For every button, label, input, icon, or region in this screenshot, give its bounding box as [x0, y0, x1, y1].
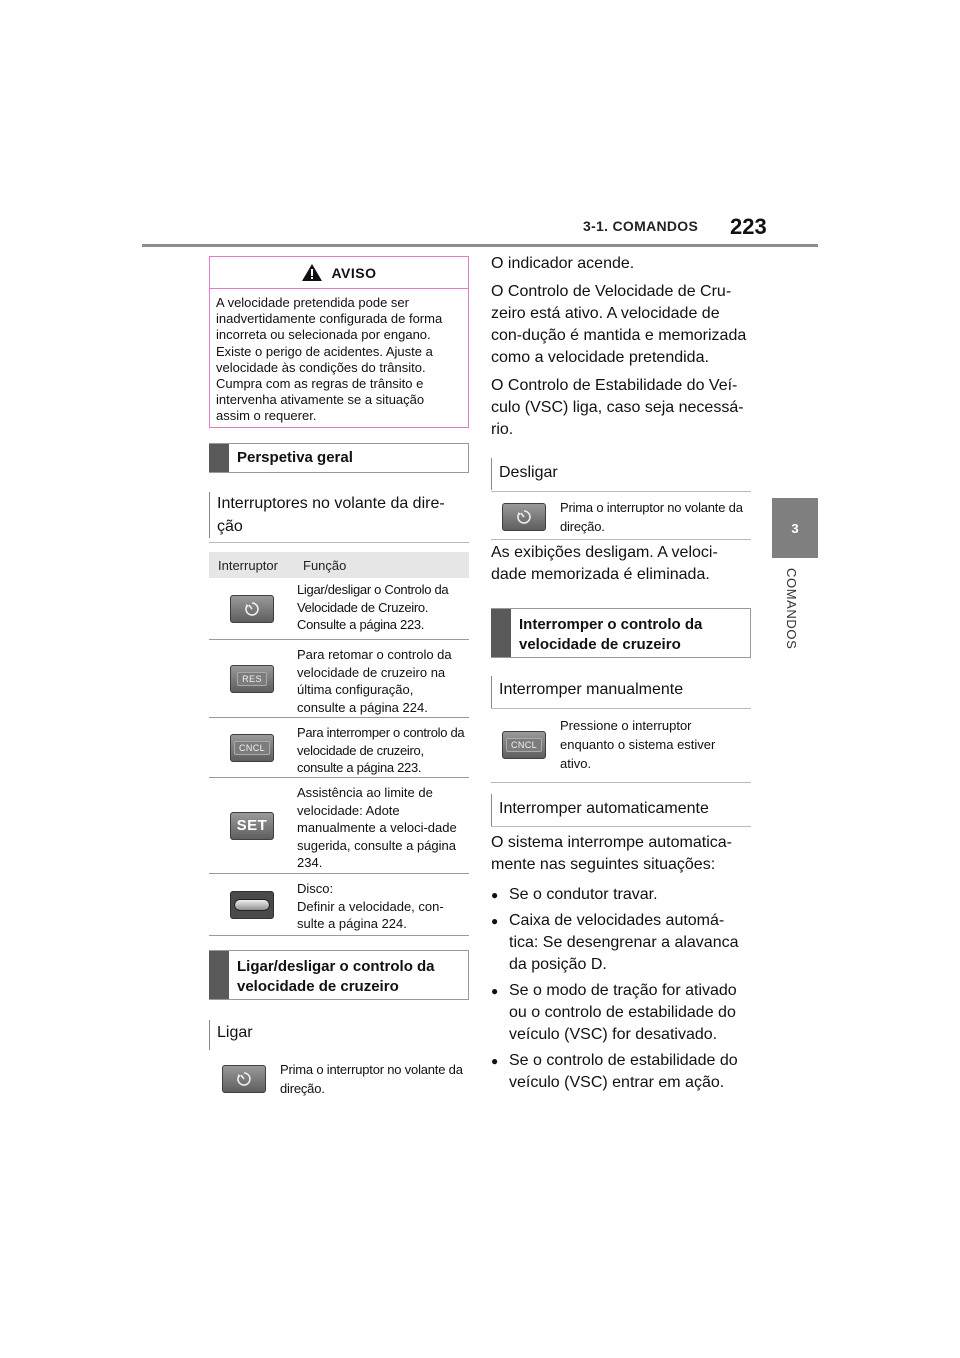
on-result-line: O indicador acende. [491, 255, 635, 272]
set-switch-icon: SET [230, 812, 274, 840]
on-result-line: O Controlo de Estabilidade do Veí-culo (VSC) liga, caso seja necessá-rio. [491, 377, 744, 438]
auto-section [491, 832, 751, 1096]
table-row [209, 874, 469, 936]
on-result-line: O Controlo de Velocidade de Cru-zeiro está ativo. A velocidade de con-dução é mantida e memorizada como a velocidade pretendida. [491, 283, 747, 366]
cncl-switch-icon: CNCL [230, 734, 274, 762]
on-instruction-text: Prima o interruptor no volante da direção. [280, 1062, 463, 1096]
table-row [209, 778, 469, 874]
row-text: Para retomar o controlo da velocidade de cruzeiro na última configuração, consulte a página 224. [297, 647, 452, 715]
row-text: Assistência ao limite de velocidade: Adote manualmente a veloci-dade sugerida, consulte a página 234. [297, 785, 457, 870]
chapter-label: COMANDOS [784, 568, 799, 650]
res-switch-icon: RES [230, 665, 274, 693]
auto-subheading: Interromper automaticamente [491, 794, 709, 826]
table-header [209, 552, 469, 578]
off-instruction [502, 498, 752, 536]
warning-triangle-icon [301, 263, 323, 282]
cruise-control-switch-icon [502, 503, 546, 531]
cncl-switch-icon: CNCL [502, 731, 546, 759]
row-text: Para interromper o controlo da velocidade de cruzeiro, consulte a página 223. [297, 725, 465, 775]
overview-heading: Perspetiva geral [209, 443, 469, 473]
manual-subheading: Interromper manualmente [491, 676, 683, 708]
list-item: ● Se o controlo de estabilidade do veículo (VSC) entrar em ação. [491, 1050, 751, 1094]
switch-table [209, 552, 469, 936]
section-title: 3-1. COMANDOS [583, 218, 699, 234]
warning-text: A velocidade pretendida pode ser inadvertidamente configurada de forma incorreta ou selecionada por engano. Existe o perigo de acidentes. Ajuste a velocidade às condições do trânsito. Cumpra com as regras de trânsito e intervenha ativamente se a situação assim o requerer. [216, 295, 443, 424]
on-subheading: Ligar [209, 1020, 253, 1050]
warning-title: AVISO [331, 264, 377, 281]
manual-instruction-text: Pressione o interruptor enquanto o sistema estiver ativo. [560, 718, 716, 771]
list-item: ● Caixa de velocidades automá-tica: Se desengrenar a alavanca da posição D. [491, 910, 751, 976]
cruise-control-switch-icon [222, 1065, 266, 1093]
overview-subheading: Interruptores no volante da dire- ção [209, 492, 469, 538]
table-row [209, 578, 469, 640]
onoff-heading: Ligar/desligar o controlo da velocidade de cruzeiro [209, 950, 469, 1000]
col-switch: Interruptor [218, 557, 278, 573]
row-text: Ligar/desligar o Controlo da Velocidade de Cruzeiro. Consulte a página 223. [297, 582, 449, 632]
manual-instruction [502, 716, 752, 773]
warning-header [210, 257, 468, 289]
table-row [209, 640, 469, 718]
warning-box [209, 256, 469, 428]
auto-bullet-list [491, 884, 751, 1094]
off-result: As exibições desligam. A veloci-dade memorizada é eliminada. [491, 544, 718, 583]
off-subheading: Desligar [491, 458, 558, 490]
chapter-tab: 3 [772, 498, 818, 558]
off-instruction-text: Prima o interruptor no volante da direção. [560, 500, 743, 534]
auto-intro: O sistema interrompe automatica-mente nas seguintes situações: [491, 834, 732, 873]
row-text: Disco: Definir a velocidade, con-sulte a página 224. [297, 881, 444, 931]
header-rule [142, 244, 818, 247]
table-row [209, 718, 469, 778]
on-instruction [222, 1060, 472, 1098]
interrupt-heading: Interromper o controlo da velocidade de cruzeiro [491, 608, 751, 658]
list-item: ● Se o condutor travar. [491, 884, 751, 906]
cruise-control-switch-icon [230, 595, 274, 623]
on-result [491, 253, 751, 441]
page-number: 223 [730, 214, 767, 239]
list-item: ● Se o modo de tração for ativado ou o controlo de estabilidade do veículo (VSC) for desativado. [491, 980, 751, 1046]
disc-switch-icon [230, 891, 274, 919]
col-function: Função [303, 557, 347, 573]
